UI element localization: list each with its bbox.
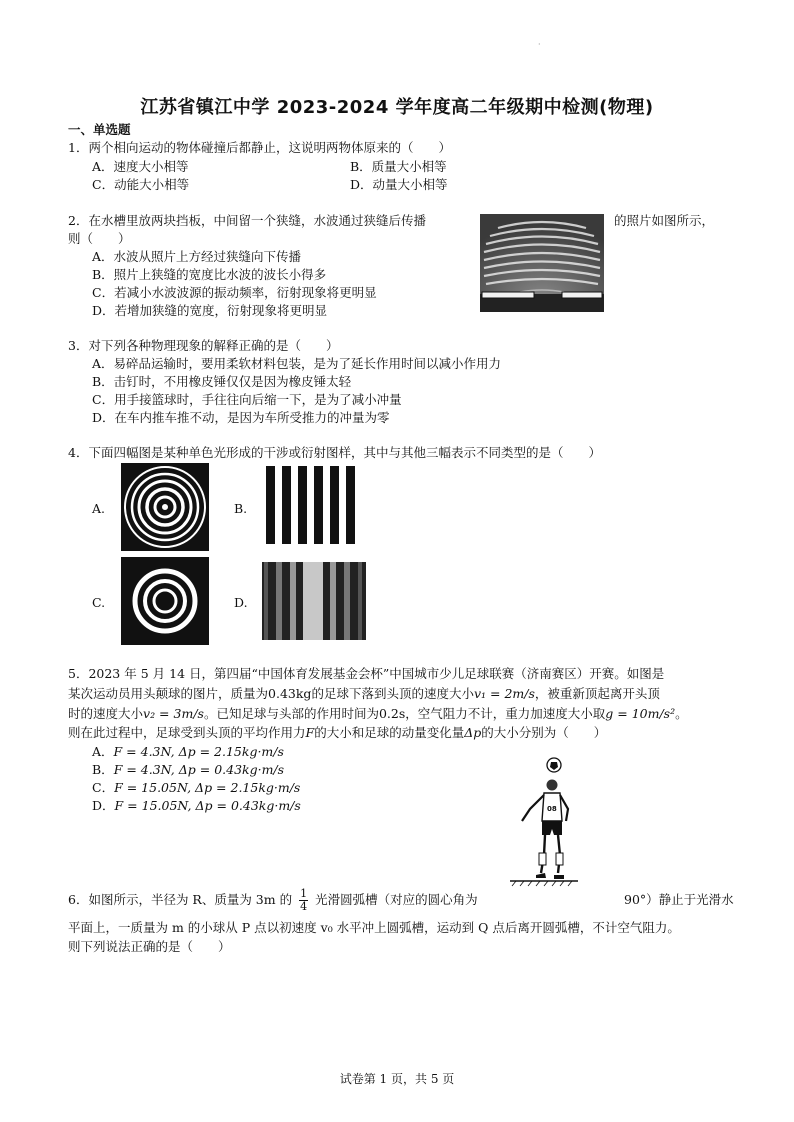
question-2-option-b: B．照片上狭缝的宽度比水波的波长小得多 xyxy=(92,267,327,282)
question-4-label-c: C. xyxy=(92,595,106,610)
question-2-option-d: D．若增加狭缝的宽度，衍射现象将更明显 xyxy=(92,303,328,318)
question-2-option-c: C．若减小水波波源的振动频率，衍射现象将更明显 xyxy=(92,285,377,300)
question-4-label-b: B. xyxy=(234,501,248,516)
question-5-option-c xyxy=(92,779,300,797)
question-4-stem: 4．下面四幅图是某种单色光形成的干涉或衍射图样，其中与其他三幅表示不同类型的是（ ） xyxy=(68,445,601,460)
question-6-text: 光滑圆弧槽（对应的圆心角为 xyxy=(315,892,478,907)
speed-v1: v₁ = 2m/s xyxy=(473,686,535,701)
question-6-line-2: 平面上，一质量为 m 的小球从 P 点以初速度 v₀ 水平冲上圆弧槽，运动到 Q 点后离开圆弧槽，不计空气阻力。 xyxy=(68,920,680,935)
option-value: F = 15.05N, Δp = 2.15kg·m/s xyxy=(114,780,301,795)
question-3-option-d: D．在车内推车推不动，是因为车所受推力的冲量为零 xyxy=(92,410,390,425)
question-5-text: 的大小和足球的动量变化量 xyxy=(314,725,465,740)
question-1-option-b: B．质量大小相等 xyxy=(350,159,447,174)
question-5-line-2 xyxy=(68,685,660,703)
quarter-fraction xyxy=(299,888,308,913)
question-3-stem: 3．对下列各种物理现象的解释正确的是（ ） xyxy=(68,338,339,353)
question-6-line-1 xyxy=(68,888,478,913)
momentum-change-symbol: Δp xyxy=(464,725,482,740)
option-value: F = 4.3N, Δp = 0.43kg·m/s xyxy=(113,762,285,777)
option-label: A． xyxy=(92,744,114,759)
question-5-text: 则在此过程中，足球受到头顶的平均作用力 xyxy=(68,725,306,740)
question-2-stem-a: 2．在水槽里放两块挡板，中间留一个狭缝，水波通过狭缝后传播 xyxy=(68,213,426,228)
option-label: B． xyxy=(92,762,114,777)
question-2-option-a: A．水波从照片上方经过狭缝向下传播 xyxy=(92,249,302,264)
contact-time: 0.2s xyxy=(378,706,406,721)
option-label: C． xyxy=(92,780,115,795)
question-5-option-b xyxy=(92,761,284,779)
question-6-line-3: 则下列说法正确的是（ ） xyxy=(68,939,231,954)
question-2-stem-c: 则（ ） xyxy=(68,231,131,246)
force-symbol: F xyxy=(305,725,315,740)
fraction-denominator: 4 xyxy=(300,900,308,913)
question-5-text: 的大小分别为（ ） xyxy=(481,725,607,740)
pattern-c-rings xyxy=(121,557,209,645)
question-1-option-a: A．速度大小相等 xyxy=(92,159,189,174)
option-value: F = 15.05N, Δp = 0.43kg·m/s xyxy=(114,798,301,813)
question-5-text: 。已知足球与头部的作用时间为 xyxy=(203,706,379,721)
question-3-option-a: A．易碎品运输时，要用柔软材料包装，是为了延长作用时间以减小作用力 xyxy=(92,356,502,371)
question-4-label-a: A. xyxy=(92,501,106,516)
question-5-line-3 xyxy=(68,705,688,723)
question-6-text: 6．如图所示，半径为 R、质量为 3m 的 xyxy=(68,892,293,907)
question-4-label-d: D. xyxy=(234,595,248,610)
ball-mass: 0.43kg xyxy=(268,686,312,701)
page-footer: 试卷第 1 页，共 5 页 xyxy=(339,1072,455,1086)
question-5-text: 。 xyxy=(675,706,688,721)
option-label: D． xyxy=(92,798,115,813)
soccer-player-heading-ball-illustration xyxy=(508,755,580,891)
pattern-d-diffraction-fringes xyxy=(262,562,366,640)
question-3-option-c: C．用手接篮球时，手往往向后缩一下，是为了减小冲量 xyxy=(92,392,402,407)
option-value: F = 4.3N, Δp = 2.15kg·m/s xyxy=(113,744,284,759)
question-3-option-b: B．击钉时，不用橡皮锤仅仅是因为橡皮锤太轻 xyxy=(92,374,352,389)
question-5-text: ，空气阻力不计，重力加速度大小取 xyxy=(405,706,606,721)
question-1-option-c: C．动能大小相等 xyxy=(92,177,190,192)
gravity-value: g = 10m/s² xyxy=(605,706,676,721)
question-1-stem: 1．两个相向运动的物体碰撞后都静止，这说明两物体原来的（ ） xyxy=(68,140,451,155)
pattern-b-equal-fringes xyxy=(262,466,366,544)
svg-text:08: 08 xyxy=(547,805,557,813)
question-1-option-d: D．动量大小相等 xyxy=(350,177,448,192)
question-5-option-a xyxy=(92,743,284,761)
question-5-text: ，被重新顶起离开头顶 xyxy=(534,686,660,701)
question-6-angle-text: 90°）静止于光滑水 xyxy=(624,892,734,907)
question-5-text: 某次运动员用头颠球的图片，质量为 xyxy=(68,686,269,701)
question-5-line-4 xyxy=(68,724,606,742)
question-5-line-1: 5．2023 年 5 月 14 日，第四届“中国体育发展基金会杯”中国城市少儿足球联赛（济南赛区）开赛。如图是 xyxy=(68,666,665,681)
question-5-option-d xyxy=(92,797,301,815)
question-2-stem-b: 的照片如图所示， xyxy=(614,213,715,228)
fraction-numerator: 1 xyxy=(300,887,308,900)
question-5-text: 时的速度大小 xyxy=(68,706,144,721)
section-heading: 一、单选题 xyxy=(68,122,131,137)
page-title: 江苏省镇江中学 2023-2024 学年度高二年级期中检测(物理) xyxy=(140,97,654,118)
speed-v2: v₂ = 3m/s xyxy=(143,706,204,721)
pattern-a-rings-with-dot xyxy=(121,463,209,551)
page-mark: · xyxy=(538,40,541,49)
question-5-text: 的足球下落到头顶的速度大小 xyxy=(311,686,474,701)
water-wave-photo xyxy=(480,214,604,312)
